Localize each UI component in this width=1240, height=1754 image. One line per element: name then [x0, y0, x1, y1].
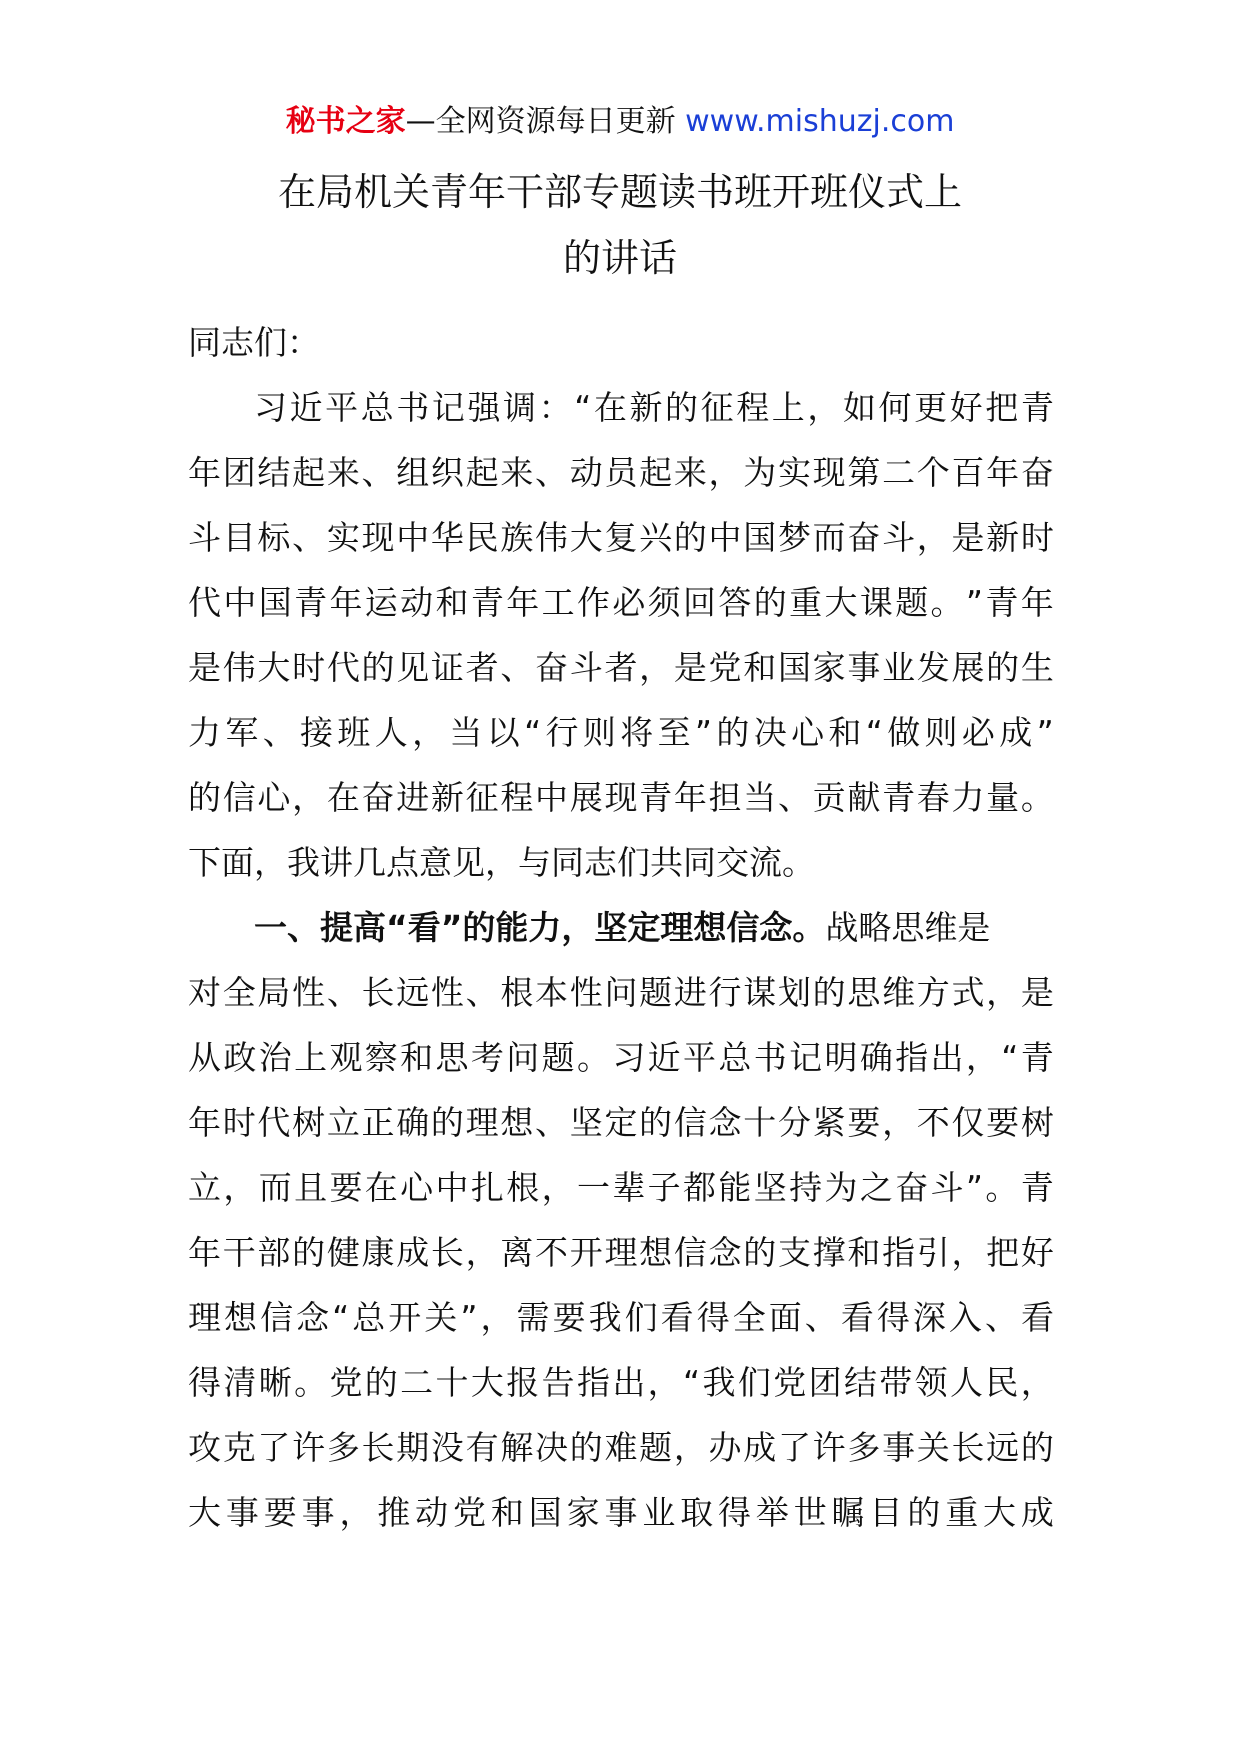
- paragraph-line: 立 ， 而 且 要 在 心 中 扎 根 ， 一 辈 子 都 能 坚 持 为 之 奋 斗 ” 。 青: [188, 1168, 1054, 1207]
- paragraph-line: 年 干 部 的 健 康 成 长 ， 离 不 开 理 想 信 念 的 支 撑 和 指 引 ， 把 好: [188, 1233, 1054, 1272]
- paragraph-line: 理 想 信 念 “ 总 开 关 ” ， 需 要 我 们 看 得 全 面 、 看 得 深 入 、 看: [188, 1298, 1054, 1337]
- paragraph-line: 代 中 国 青 年 运 动 和 青 年 工 作 必 须 回 答 的 重 大 课 题 。 ” 青 年: [188, 583, 1054, 622]
- section-heading: 一、提高“看”的能力，坚定理想信念。: [254, 908, 826, 947]
- paragraph-line: 的 信 心 ， 在 奋 进 新 征 程 中 展 现 青 年 担 当 、 贡 献 青 春 力 量 。: [188, 778, 1054, 817]
- site-url-link[interactable]: www.mishuzj.com: [685, 104, 955, 139]
- document-body: [188, 310, 1054, 1545]
- site-slogan: —全网资源每日更新: [405, 104, 676, 139]
- paragraph-line: 是 伟 大 时 代 的 见 证 者 、 奋 斗 者 ， 是 党 和 国 家 事 业 发 展 的 生: [188, 648, 1054, 687]
- site-brand: 秘书之家: [285, 104, 406, 139]
- section-heading-line: 一、提高“看”的能力，坚定理想信念。 战略思维是: [188, 895, 1054, 960]
- paragraph-line: 斗 目 标 、 实 现 中 华 民 族 伟 大 复 兴 的 中 国 梦 而 奋 斗 ， 是 新 时: [188, 518, 1054, 557]
- paragraph-line: 攻 克 了 许 多 长 期 没 有 解 决 的 难 题 ， 办 成 了 许 多 事 关 长 远 的: [188, 1428, 1054, 1467]
- paragraph-line: 习 近 平 总 书 记 强 调 ： “ 在 新 的 征 程 上 ， 如 何 更 好 把 青: [254, 388, 1054, 427]
- salutation: 同志们：: [188, 323, 320, 362]
- document-title-line-2: 的讲话: [562, 236, 677, 280]
- paragraph-line: 下面，我讲几点意见，与同志们共同交流。: [188, 843, 815, 882]
- paragraph-line: 从 政 治 上 观 察 和 思 考 问 题 。 习 近 平 总 书 记 明 确 指 出 ， “ 青: [188, 1038, 1054, 1077]
- site-header: [0, 100, 1240, 144]
- paragraph-line: 得 清 晰 。 党 的 二 十 大 报 告 指 出 ， “ 我 们 党 团 结 带 领 人 民 ，: [188, 1363, 1054, 1402]
- paragraph-line: 对 全 局 性 、 长 远 性 、 根 本 性 问 题 进 行 谋 划 的 思 维 方 式 ， 是: [188, 973, 1054, 1012]
- paragraph-line: 大 事 要 事 ， 推 动 党 和 国 家 事 业 取 得 举 世 瞩 目 的 重 大 成: [188, 1493, 1054, 1532]
- paragraph-line: 力 军 、 接 班 人 ， 当 以 “ 行 则 将 至 ” 的 决 心 和 “ 做 则 必 成 ”: [188, 713, 1054, 752]
- paragraph-line: 年 团 结 起 来 、 组 织 起 来 、 动 员 起 来 ， 为 实 现 第 二 个 百 年 奋: [188, 453, 1054, 492]
- document-title-line-1: 在局机关青年干部专题读书班开班仪式上: [277, 170, 962, 214]
- paragraph-line: 年 时 代 树 立 正 确 的 理 想 、 坚 定 的 信 念 十 分 紧 要 ， 不 仅 要 树: [188, 1103, 1054, 1142]
